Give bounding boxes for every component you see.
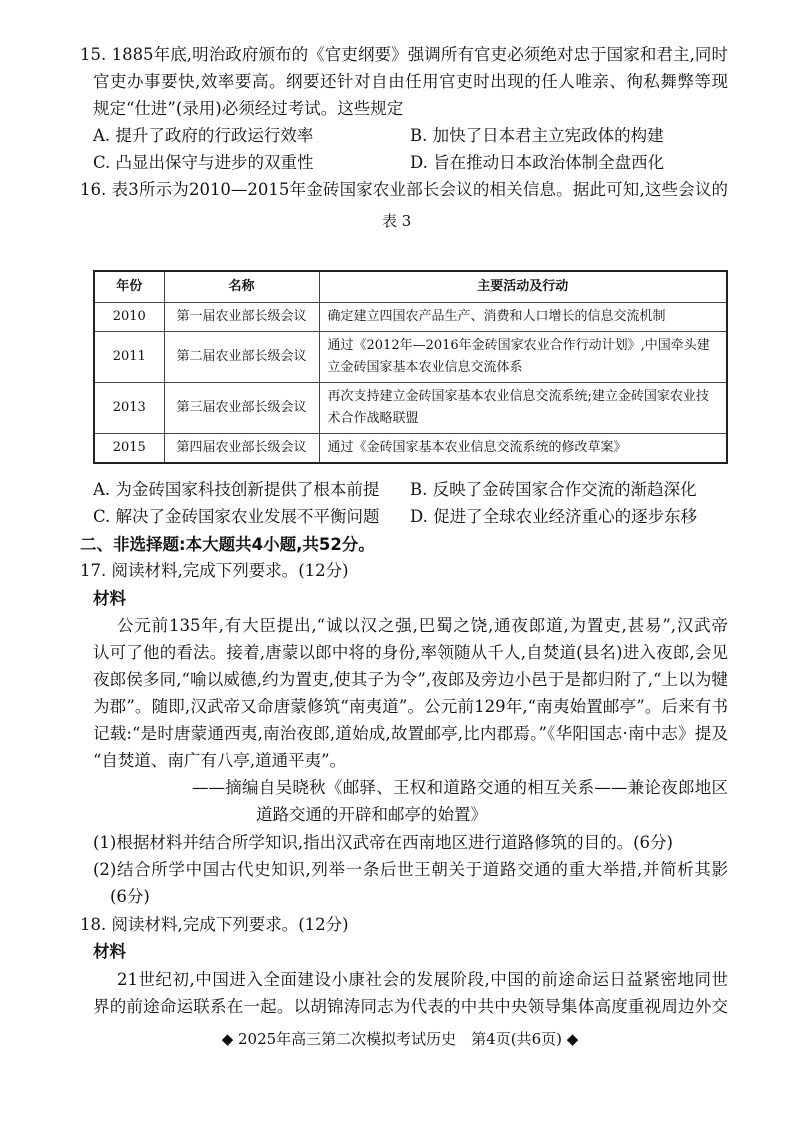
header-name: 名称 [164, 271, 319, 303]
q17-sub2: (2)结合所学中国古代史知识,列举一条后世王朝关于道路交通的重大举措,并简析其影 [93, 860, 728, 879]
section-heading: 二、非选择题:本大题共4小题,共52分。 [80, 535, 375, 554]
header-activities: 主要活动及行动 [319, 271, 727, 303]
q15-option-c: C. 凸显出保守与进步的双重性 [93, 153, 314, 172]
table-title: 表 3 [382, 212, 412, 230]
q16-option-a: A. 为金砖国家科技创新提供了根本前提 [93, 480, 380, 499]
q15-option-a: A. 提升了政府的行政运行效率 [93, 126, 314, 145]
table-header-row [94, 271, 727, 303]
cell-year: 2010 [94, 303, 164, 332]
cell-year: 2013 [94, 383, 164, 434]
meetings-table [93, 270, 728, 464]
q18-material-label: 材料 [93, 942, 126, 961]
q15-line: 15. 1885年底,明治政府颁布的《官吏纲要》强调所有官吏必须绝对忠于国家和君主,同时 [80, 45, 728, 64]
cell-activities: 通过《2012年—2016年金砖国家农业合作行动计划》,中国牵头建立金砖国家基本农业信息交流体系 [319, 332, 727, 383]
q16-option-d: D. 促进了全球农业经济重心的逐步东移 [410, 507, 698, 526]
q17-material-label: 材料 [93, 589, 126, 608]
header-year: 年份 [94, 271, 164, 303]
cell-name: 第二届农业部长级会议 [164, 332, 319, 383]
table-row [94, 383, 727, 434]
q15-line: 规定“仕进”(录用)必须经过考试。这些规定 [93, 99, 404, 118]
cell-name: 第三届农业部长级会议 [164, 383, 319, 434]
cell-name: 第一届农业部长级会议 [164, 303, 319, 332]
material-line: 夜郎侯多同,“喻以威德,约为置吏,使其子为令”,夜郎及旁边小邑于是都归附了,“上以为犍 [93, 670, 728, 689]
q18-stem: 18. 阅读材料,完成下列要求。(12分) [80, 915, 349, 934]
material-line: 21世纪初,中国进入全面建设小康社会的发展阶段,中国的前途命运日益紧密地同世 [117, 970, 728, 989]
page-footer: ◆ 2025年高三第二次模拟考试历史 第4页(共6页) ◆ [221, 1030, 579, 1048]
cell-name: 第四届农业部长级会议 [164, 434, 319, 464]
q15-option-d: D. 旨在推动日本政治体制全盘西化 [410, 153, 665, 172]
q15-option-b: B. 加快了日本君主立宪政体的构建 [410, 126, 664, 145]
cell-year: 2011 [94, 332, 164, 383]
material-source: ——摘编自吴晓秋《邮驿、王权和道路交通的相互关系——兼论夜郎地区 [192, 778, 728, 797]
material-line: 认可了他的看法。接着,唐蒙以郎中将的身份,率领随从千人,自焚道(县名)进入夜郎,会见 [93, 643, 728, 662]
q17-stem: 17. 阅读材料,完成下列要求。(12分) [80, 561, 349, 580]
cell-activities: 通过《金砖国家基本农业信息交流系统的修改草案》 [319, 434, 727, 464]
q17-sub1: (1)根据材料并结合所学知识,指出汉武帝在西南地区进行道路修筑的目的。(6分) [93, 833, 673, 852]
q16-option-b: B. 反映了金砖国家合作交流的渐趋深化 [410, 480, 697, 499]
material-source: 道路交通的开辟和邮亭的始置》 [256, 805, 487, 824]
cell-activities: 再次支持建立金砖国家基本农业信息交流系统;建立金砖国家农业技术合作战略联盟 [319, 383, 727, 434]
table-row [94, 303, 727, 332]
q16-stem: 16. 表3所示为2010—2015年金砖国家农业部长会议的相关信息。据此可知,这些会议的 [80, 180, 728, 199]
material-line: 界的前途命运联系在一起。以胡锦涛同志为代表的中共中央领导集体高度重视周边外交 [93, 997, 728, 1016]
material-line: 公元前135年,有大臣提出,“诚以汉之强,巴蜀之饶,通夜郎道,为置吏,甚易”,汉武帝 [117, 616, 728, 635]
cell-activities: 确定建立四国农产品生产、消费和人口增长的信息交流机制 [319, 303, 727, 332]
q17-sub2-score: (6分) [110, 887, 150, 906]
material-line: “自焚道、南广有八亭,道通平夷”。 [93, 751, 347, 770]
material-line: 记载:“是时唐蒙通西夷,南治夜郎,道始成,故置邮亭,比内郡焉。”《华阳国志·南中志》提及 [93, 724, 728, 743]
cell-year: 2015 [94, 434, 164, 464]
q15-line: 官吏办事要快,效率要高。纲要还针对自由任用官吏时出现的任人唯亲、徇私舞弊等现 [93, 72, 728, 91]
table-row [94, 434, 727, 464]
material-line: 为郡”。随即,汉武帝又命唐蒙修筑“南夷道”。公元前129年,“南夷始置邮亭”。后来有书 [93, 697, 728, 716]
table-row [94, 332, 727, 383]
q16-option-c: C. 解决了金砖国家农业发展不平衡问题 [93, 507, 380, 526]
